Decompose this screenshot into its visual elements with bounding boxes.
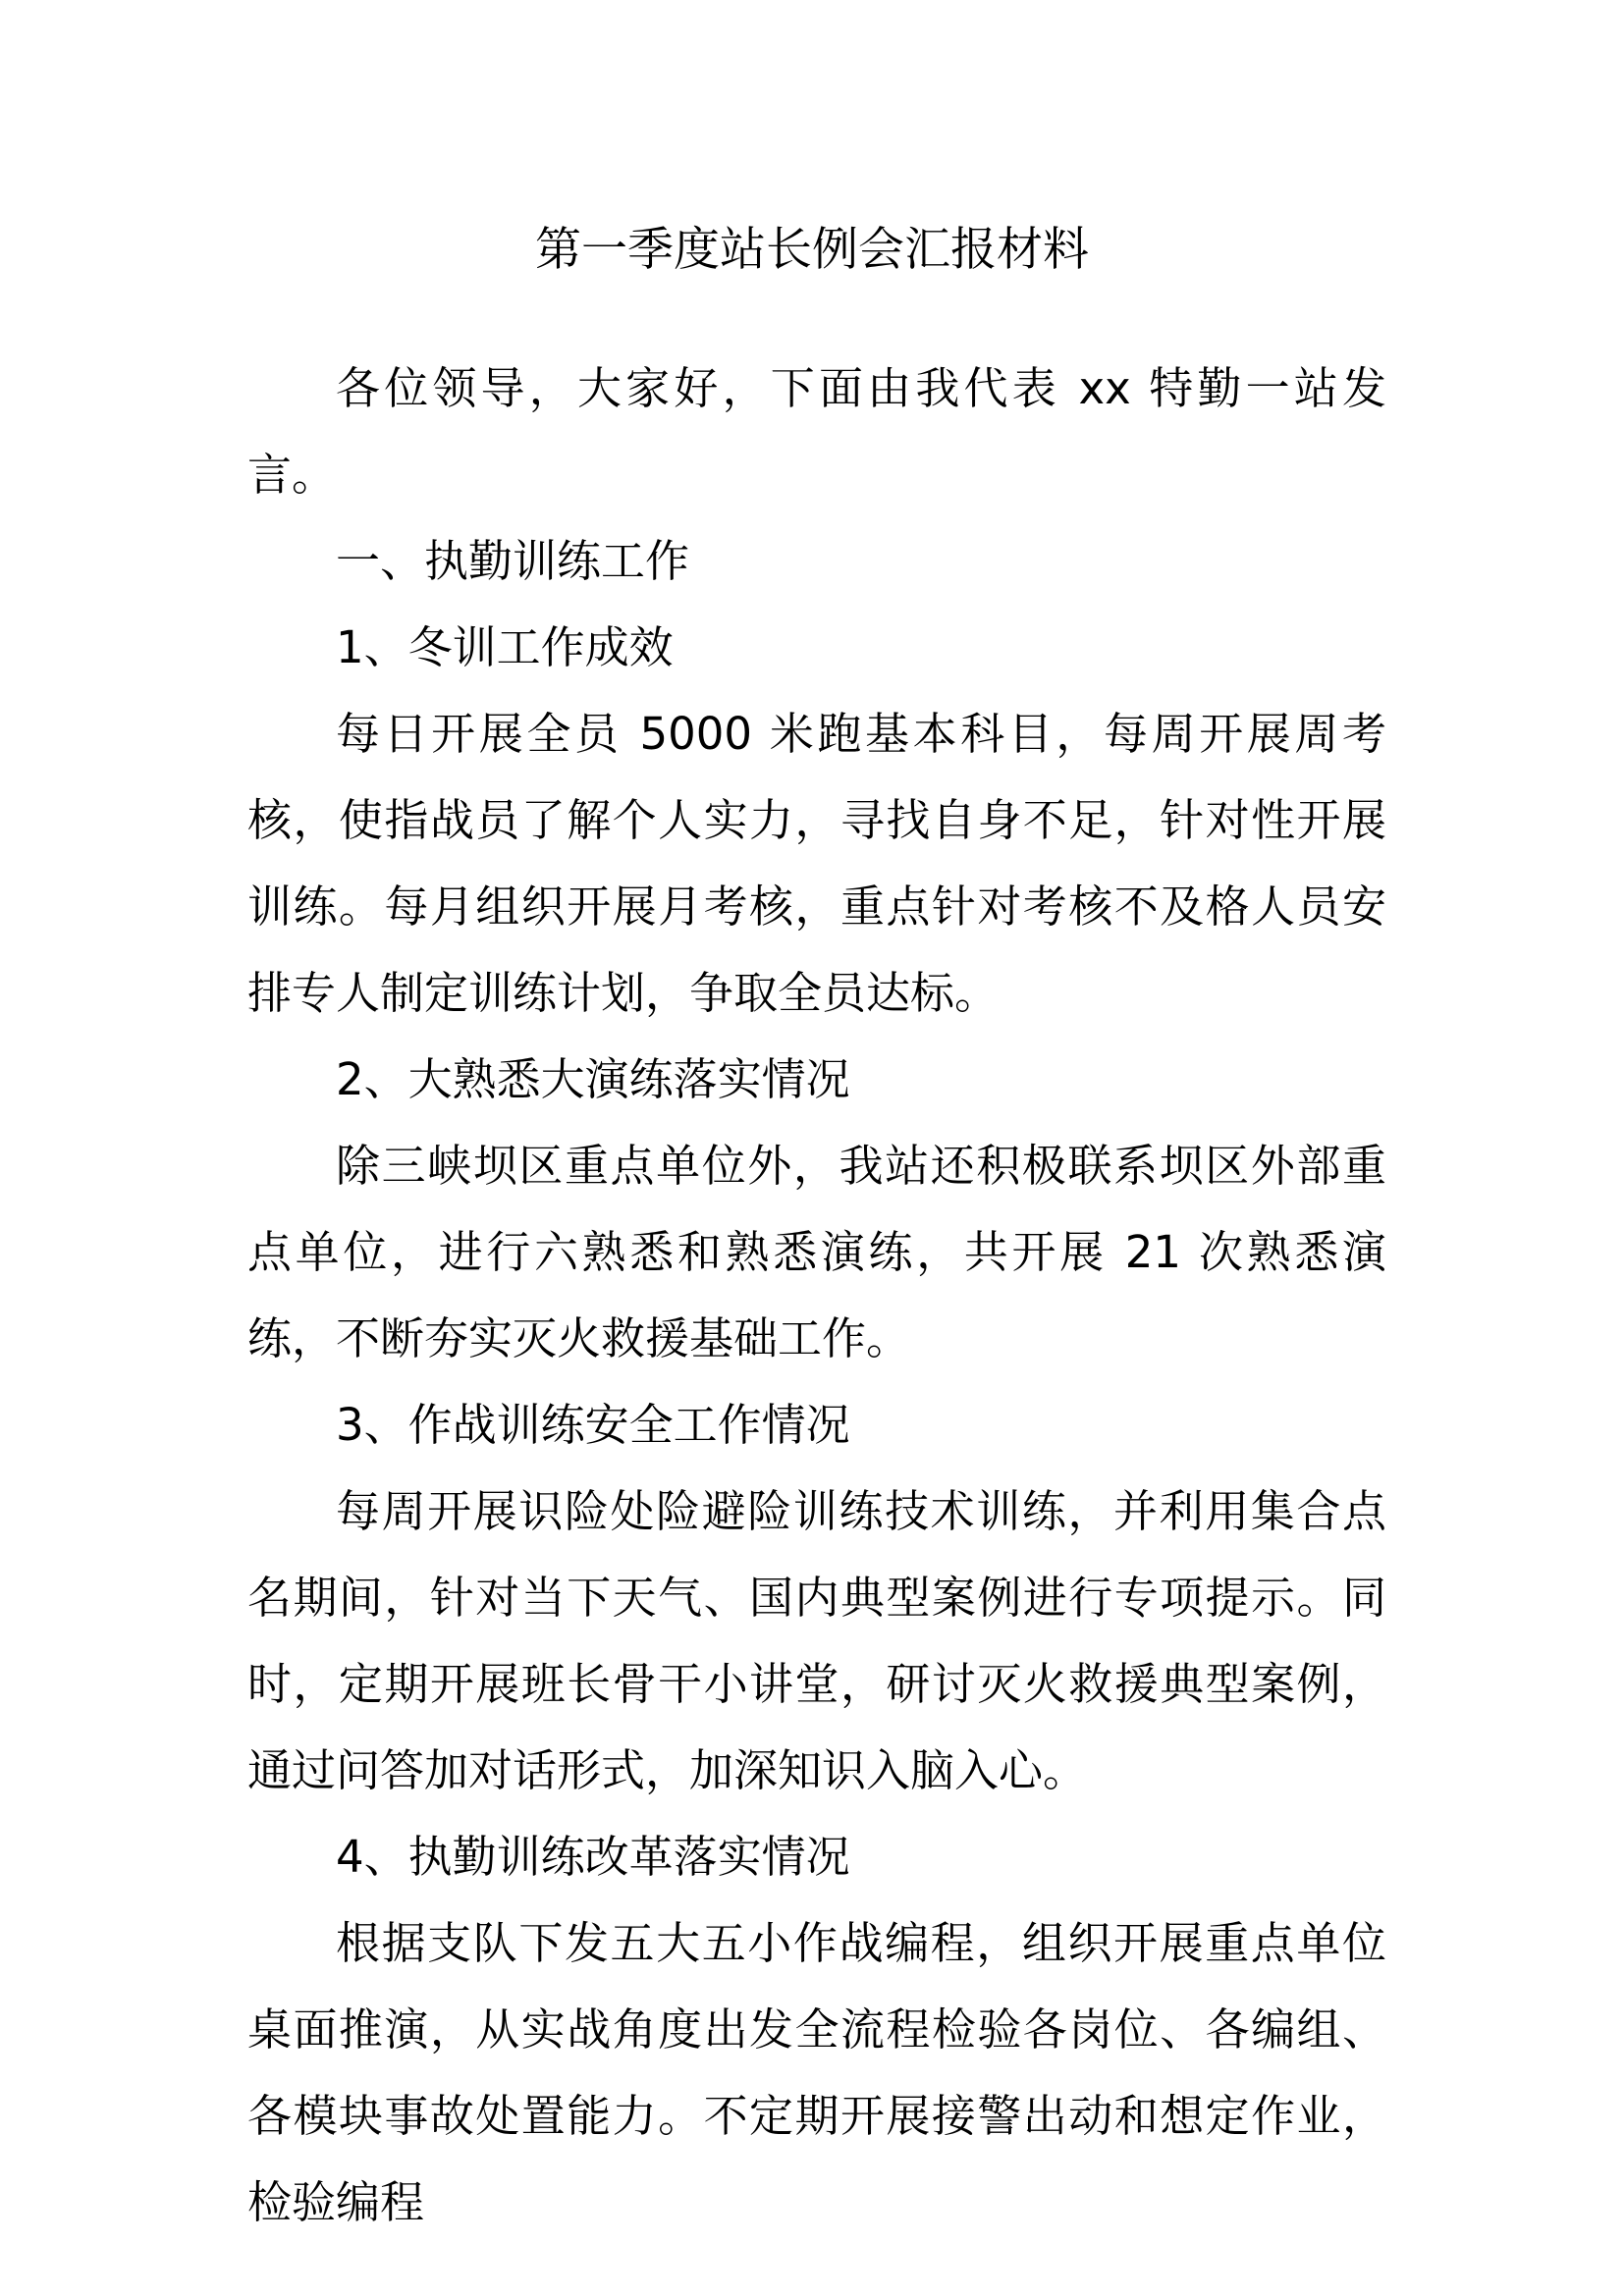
subheading-training-reform: 4、执勤训练改革落实情况	[336, 1831, 850, 1883]
subheading-winter-training: 1、冬训工作成效	[336, 621, 674, 673]
paragraph-winter-training: 每日开展全员 5000 米跑基本科目，每周开展周考核，使指战员了解个人实力，寻找自身不足，针对性开展训练。每月组织开展月考核，重点针对考核不及格人员安排专人制定训练计划，争取全员达标。	[247, 708, 1386, 1019]
paragraph-drills: 除三峡坝区重点单位外，我站还积极联系坝区外部重点单位，进行六熟悉和熟悉演练，共开展 21 次熟悉演练，不断夯实灭火救援基础工作。	[247, 1140, 1386, 1364]
document-body	[247, 346, 1386, 2246]
document-title: 第一季度站长例会汇报材料	[535, 223, 1089, 277]
subheading-training-safety: 3、作战训练安全工作情况	[336, 1399, 850, 1451]
paragraph-training-reform: 根据支队下发五大五小作战编程，组织开展重点单位桌面推演，从实战角度出发全流程检验各岗位、各编组、各模块事故处置能力。不定期开展接警出动和想定作业，检验编程	[247, 1917, 1386, 2228]
paragraph-greeting: 各位领导，大家好，下面由我代表 xx 特勤一站发言。	[247, 362, 1386, 501]
section-heading-duty-training: 一、执勤训练工作	[336, 535, 690, 587]
paragraph-training-safety: 每周开展识险处险避险训练技术训练，并利用集合点名期间，针对当下天气、国内典型案例进行专项提示。同时，定期开展班长骨干小讲堂，研讨灭火救援典型案例，通过问答加对话形式，加深知识入脑入心。	[247, 1485, 1386, 1796]
subheading-drills: 2、大熟悉大演练落实情况	[336, 1053, 850, 1105]
